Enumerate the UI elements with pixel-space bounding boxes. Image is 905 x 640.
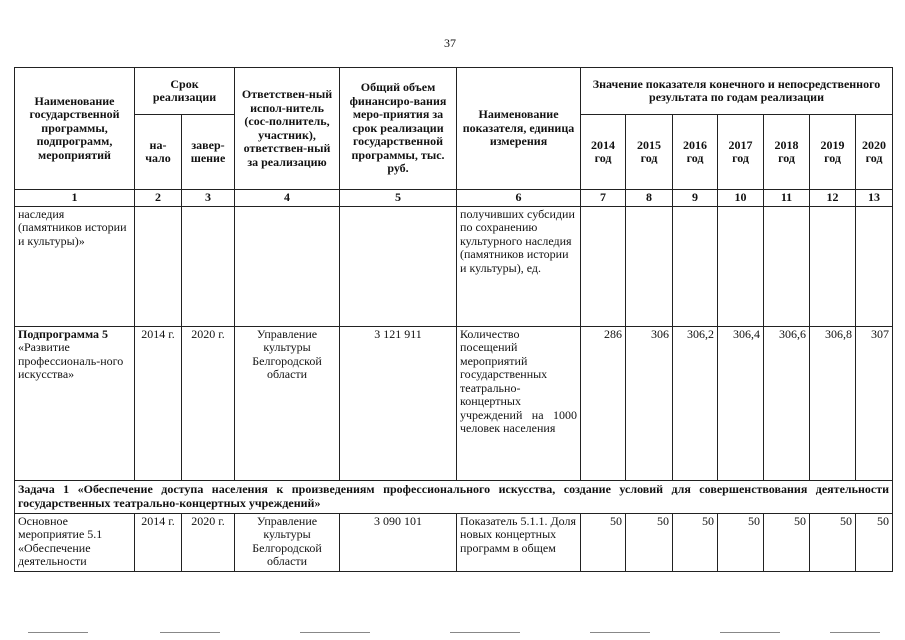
subprogram-5-value-2020: 307 <box>856 326 893 480</box>
measure-5-1-start: 2014 г. <box>135 513 182 571</box>
footer-rule <box>450 632 520 633</box>
program-table <box>14 67 893 572</box>
subprogram-5-value-2014: 286 <box>581 326 626 480</box>
subprogram-5-start: 2014 г. <box>135 326 182 480</box>
measure-5-1-value-2020: 50 <box>856 513 893 571</box>
header-name: Наименование государственной программы, подпрограмм, мероприятий <box>15 68 135 190</box>
measure-5-1-indicator: Показатель 5.1.1. Доля новых концертных программ в общем <box>457 513 581 571</box>
column-number: 13 <box>856 190 893 207</box>
footer-rule <box>830 632 880 633</box>
column-number: 9 <box>673 190 718 207</box>
subprogram-5-indicator: Количество посещений мероприятий государственных театрально-концертных учреждений на 1000 человек населения <box>457 326 581 480</box>
subprogram-5-end: 2020 г. <box>182 326 235 480</box>
column-number: 3 <box>182 190 235 207</box>
footer-rule <box>590 632 650 633</box>
header-row-1 <box>15 68 893 115</box>
measure-5-1-value-2014: 50 <box>581 513 626 571</box>
footer-rule <box>28 632 88 633</box>
page-number: 37 <box>444 36 456 50</box>
subprogram-5-volume: 3 121 911 <box>340 326 457 480</box>
subprogram-5-subtitle: «Развитие профессиональ-ного искусства» <box>18 340 124 381</box>
header-period: Срок реализации <box>135 68 235 115</box>
header-indicator: Наименование показателя, единица измерения <box>457 68 581 190</box>
column-number: 1 <box>15 190 135 207</box>
task-1-text: Задача 1 «Обеспечение доступа населения к произведениям профессионального искусства, создание условий для совершенствования деятельности государственных театрально-концертных учреждений» <box>15 480 893 513</box>
subprogram-5-responsible: Управление культуры Белгородской области <box>235 326 340 480</box>
footer-rule <box>720 632 780 633</box>
task-1-row <box>15 480 893 513</box>
header-year-2019: 2019 год <box>810 115 856 190</box>
subprogram-5-name <box>15 326 135 480</box>
column-number: 4 <box>235 190 340 207</box>
header-year-2020: 2020 год <box>856 115 893 190</box>
header-year-2017: 2017 год <box>718 115 764 190</box>
measure-5-1-row <box>15 513 893 571</box>
column-number: 7 <box>581 190 626 207</box>
column-number: 6 <box>457 190 581 207</box>
header-volume: Общий объем финансиро-вания меро-приятия за срок реализации государственной программы, тыс. руб. <box>340 68 457 190</box>
header-year-2015: 2015 год <box>626 115 673 190</box>
header-year-2014: 2014 год <box>581 115 626 190</box>
subprogram-5-value-2017: 306,4 <box>718 326 764 480</box>
continuation-name: наследия (памятников истории и культуры)» <box>15 206 135 326</box>
measure-5-1-responsible: Управление культуры Белгородской области <box>235 513 340 571</box>
header-year-2016: 2016 год <box>673 115 718 190</box>
column-number: 8 <box>626 190 673 207</box>
header-values: Значение показателя конечного и непосредственного результата по годам реализации <box>581 68 893 115</box>
subprogram-5-value-2019: 306,8 <box>810 326 856 480</box>
header-end: завер-шение <box>182 115 235 190</box>
column-number: 10 <box>718 190 764 207</box>
column-number: 5 <box>340 190 457 207</box>
measure-5-1-value-2016: 50 <box>673 513 718 571</box>
column-number: 2 <box>135 190 182 207</box>
subprogram-5-title: Подпрограмма 5 <box>18 326 109 341</box>
subprogram-5-value-2018: 306,6 <box>764 326 810 480</box>
header-start: на-чало <box>135 115 182 190</box>
measure-5-1-value-2017: 50 <box>718 513 764 571</box>
header-year-2018: 2018 год <box>764 115 810 190</box>
column-number: 12 <box>810 190 856 207</box>
footer-rule <box>300 632 370 633</box>
subprogram-5-row <box>15 326 893 480</box>
column-number: 11 <box>764 190 810 207</box>
measure-5-1-value-2018: 50 <box>764 513 810 571</box>
measure-5-1-value-2015: 50 <box>626 513 673 571</box>
header-responsible: Ответствен-ный испол-нитель (сос-полнитель, участник), ответствен-ный за реализацию <box>235 68 340 190</box>
footer-rule <box>160 632 220 633</box>
subprogram-5-value-2016: 306,2 <box>673 326 718 480</box>
subprogram-5-value-2015: 306 <box>626 326 673 480</box>
continuation-indicator: получивших субсидии по сохранению культурного наследия (памятников истории и культуры), ед. <box>457 206 581 326</box>
column-number-row <box>15 190 893 207</box>
measure-5-1-volume: 3 090 101 <box>340 513 457 571</box>
continuation-row <box>15 206 893 326</box>
measure-5-1-name: Основное мероприятие 5.1 «Обеспечение деятельности <box>15 513 135 571</box>
measure-5-1-end: 2020 г. <box>182 513 235 571</box>
measure-5-1-value-2019: 50 <box>810 513 856 571</box>
